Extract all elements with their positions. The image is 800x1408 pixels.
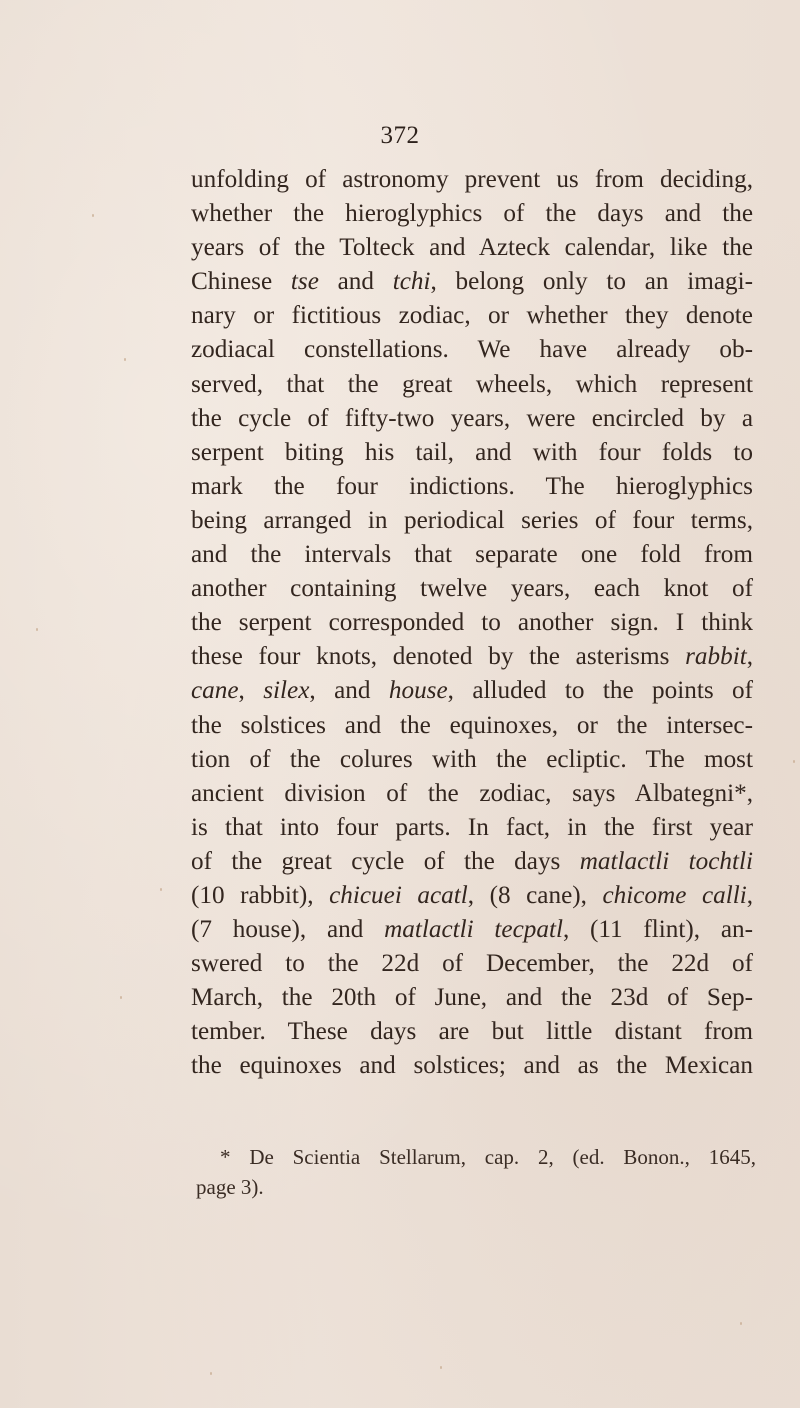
italic-term: matlactli tecpatl [384,916,563,944]
italic-term: silex [263,677,310,705]
text-run: (7 house), and [191,916,385,944]
italic-term: matlactli tochtli [579,847,753,875]
text-line [191,674,753,708]
text-run: unfolding of astronomy prevent us from deciding, [191,166,753,193]
text-run: and the intervals that separate one fold from [191,541,753,569]
text-line [191,402,753,436]
paper-speck [124,358,126,361]
text-line [191,504,753,538]
italic-term: tse [290,268,319,296]
text-line [191,777,753,811]
text-line [191,368,753,402]
text-run: ancient division of the zodiac, says Albategni*, [191,779,753,807]
paper-speck [210,1372,212,1375]
italic-term: tchi [392,268,431,296]
text-line [191,879,753,913]
text-line [191,197,753,231]
text-run: the serpent corresponded to another sign. I think [191,609,753,637]
text-run: March, the 20th of June, and the 23d of Sep- [191,984,753,1012]
text-run: these four knots, denoted by the asterisms [191,643,686,671]
text-run: the solstices and the equinoxes, or the intersec- [191,711,753,739]
text-run: the equinoxes and solstices; and as the Mexican [191,1052,753,1080]
text-run: zodiacal constellations. We have already ob- [191,336,753,364]
text-line [191,572,753,606]
paper-speck [160,888,162,891]
text-line [191,640,753,674]
text-run: , [238,677,264,705]
text-line [191,231,753,265]
text-line [191,333,753,367]
footnote [196,1142,756,1202]
text-line [191,743,753,777]
text-run: , alluded to the points of [447,677,754,705]
italic-term: house [388,677,448,705]
italic-term: rabbit [685,643,747,671]
paper-speck [793,760,795,763]
text-run: , (8 cane), [467,881,603,909]
text-run: years of the Tolteck and Azteck calendar, like the [191,234,753,262]
text-line [191,436,753,470]
text-run: serpent biting his tail, and with four folds to [191,438,753,466]
text-run: and [318,268,393,296]
text-run: , and [309,677,389,705]
body-text [191,163,753,1084]
paper-speck [440,1366,442,1369]
text-line [191,1049,753,1083]
text-run: tion of the colures with the ecliptic. The most [191,745,753,773]
paper-speck [36,628,38,631]
page-number: 372 [380,122,420,149]
text-line [191,538,753,572]
text-line [191,947,753,981]
text-run: , [746,881,754,909]
text-line [191,163,753,197]
text-run: , (11 flint), an- [562,916,754,944]
text-line [191,845,753,879]
text-run: (10 rabbit), [191,881,330,909]
text-run: nary or fictitious zodiac, or whether they denote [191,302,753,330]
text-run: , belong only to an imagi- [430,268,753,296]
text-line [191,265,753,299]
text-run: another containing twelve years, each knot of [191,575,753,603]
text-line [191,606,753,640]
text-line [191,981,753,1015]
paper-speck [92,214,94,217]
text-line [191,1015,753,1049]
text-line [191,709,753,743]
text-run: served, that the great wheels, which represent [191,370,753,398]
text-run: is that into four parts. In fact, in the first year [191,813,753,841]
text-run: tember. These days are but little distant from [191,1018,753,1046]
paper-speck [120,996,122,999]
text-run: , [746,643,753,671]
text-run: the cycle of fifty-two years, were encircled by a [191,404,753,432]
text-line [191,913,753,947]
text-run: swered to the 22d of December, the 22d of [191,950,753,978]
text-run: of the great cycle of the days [191,847,580,875]
text-run: whether the hieroglyphics of the days and the [191,200,753,228]
italic-term: chicuei acatl [329,881,468,909]
footnote-line-1: * De Scientia Stellarum, cap. 2, (ed. Bonon., 1645, [220,1145,756,1169]
italic-term: cane [191,677,239,705]
text-line [191,299,753,333]
text-line [191,470,753,504]
italic-term: chicome calli [602,881,747,909]
footnote-line-2: page 3). [196,1175,264,1199]
text-run: Chinese [191,268,291,296]
paper-speck [740,1322,742,1325]
text-line [191,811,753,845]
text-run: being arranged in periodical series of four terms, [191,506,753,534]
text-run: mark the four indictions. The hieroglyphics [191,472,753,500]
